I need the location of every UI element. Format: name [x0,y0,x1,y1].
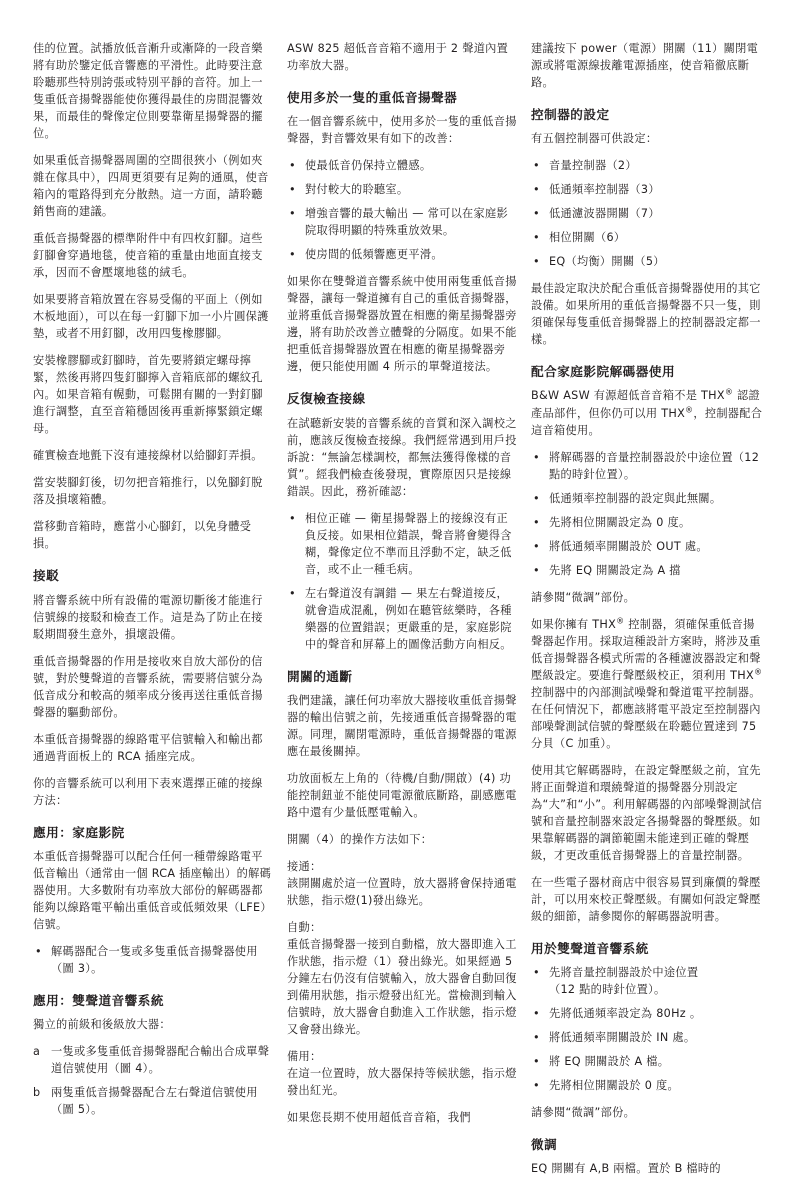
bullet-item: • 將 EQ 開關設於 A 檔。 [531,1053,765,1070]
paragraph: 本重低音揚聲器可以配合任何一種帶線路電平低音輸出（通常由一個 RCA 插座輸出）的解碼器使用。大多數附有功率放大部份的解碼器都能夠以線路電平輸出重低音或低頻效果（LFE）信號。 [33,849,272,931]
paragraph: 如果你擁有 THX® 控制器，須確保重低音揚聲器起作用。採取這種設計方案時，將涉及重低音揚聲器各模式所需的各種濾波器設定和聲壓級設定。要進行聲壓級校正，須利用 THX® 控制器中的內部測試噪聲和聲道電平控制器。在任何情況下，都應該將電平設定至控制器內部噪聲測試信號的聲壓級在聆聽位置達到 75 分貝（C 加重）。 [531,615,763,750]
paragraph: 自動： 重低音揚聲器一接到自動檔，放大器即進入工作狀態，指示燈（1）發出綠光。如果經過 5 分鐘左右仍沒有信號輸入，放大器會自動回復到備用狀態，指示燈發出紅光。當檢測到輸入信號時，放大器會自動進入工作狀態，指示燈又會發出綠光。 [287,921,517,1037]
bullet-item: • 低通濾波器開關（7） [531,205,765,222]
bullet-item: • 使最低音仍保持立體感。 [287,157,519,174]
section-heading: 配合家庭影院解碼器使用 [531,364,676,380]
paragraph: 請參閱“微調”部份。 [531,1106,636,1120]
bullet-item: • 先將音量控制器設於中途位置 （12 點的時針位置）。 [531,964,765,998]
list-text: 兩隻重低音揚聲器配合左右聲道信號使用（圖 5）。 [51,1086,258,1117]
paragraph: 使用其它解碼器時，在設定聲壓級之前，宜先將正面聲道和環繞聲道的揚聲器分別設定為“大”和“小”。利用解碼器的內部噪聲測試信號和音量控制器來設定各揚聲器的聲壓級。如果靠解碼器的調節範圍未能達到正確的聲壓級，才更改重低音揚聲器上的音量控制器。 [531,763,763,862]
paragraph: 將音響系統中所有設備的電源切斷後才能進行信號線的接駁和檢查工作。這是為了防止在接駁期間發生意外，損壞設備。 [33,593,263,641]
section-heading: 微調 [531,1137,558,1153]
bullet-item: • 低通頻率控制器的設定與此無關。 [531,490,765,507]
bullet-item: • 音量控制器（2） [531,157,765,174]
paragraph: 安裝橡膠腳或釘腳時，首先要將鎖定螺母擰緊，然後再將四隻釘腳擰入音箱底部的螺紋孔內。如果音箱有幌動，可鬆開有關的一對釘腳進行調整，直至音箱穩固後再重新擰緊鎖定螺母。 [33,354,263,436]
paragraph: 當安裝腳釘後，切勿把音箱推行，以免腳釘脫落及損壞箱體。 [33,476,263,507]
paragraph: 在試聽新安裝的音響系統的音質和深入調校之前，應該反復檢查接線。我們經常遇到用戶投訴說：“無論怎樣調校，都無法獲得像樣的音質”。經我們檢查後發現，實際原因只是接線錯誤。因此，務祈確認： [287,416,517,498]
bullet-list [287,510,519,653]
paragraph: 最佳設定取決於配合重低音揚聲器使用的其它設備。如果所用的重低音揚聲器不只一隻，則須確保每隻重低音揚聲器上的控制器設定都一樣。 [531,282,761,347]
paragraph: 備用： 在這一位置時，放大器保持等候狀態，指示燈發出紅光。 [287,1050,517,1098]
paragraph: 佳的位置。試播放低音漸升或漸降的一段音樂將有助於鑒定低音響應的平滑性。此時要注意聆聽那些特別誇張或特別平靜的音符。加上一隻重低音揚聲器能使你獲得最佳的房間混響效果，而最佳的聲像定位則要靠衛星揚聲器的擺位。 [33,42,263,141]
paragraph: 在一些電子器材商店中很容易買到廉價的聲壓計，可以用來校正聲壓級。有關如何設定聲壓級的細節，請參閱你的解碼器說明書。 [531,875,761,923]
paragraph: ASW 825 超低音音箱不適用于 2 聲道內置功率放大器。 [287,42,509,73]
bullet-item: • 解碼器配合一隻或多隻重低音揚聲器使用（圖 3）。 [33,943,273,977]
paragraph: 重低音揚聲器的標準附件中有四枚釘腳。這些釘腳會穿過地毯，使音箱的重量由地面直接支承，因而不會壓壞地毯的絨毛。 [33,232,263,280]
bullet-item: • 將低通頻率開關設於 IN 處。 [531,1029,765,1046]
lettered-item [33,1084,273,1118]
paragraph: 你的音響系統可以利用下表來選擇正確的接線方法： [33,776,263,807]
paragraph: 有五個控制器可供設定： [531,132,658,146]
paragraph: B&W ASW 有源超低音音箱不是 THX® 認證產品部件，但你仍可以用 THX®，控制器配合這音箱使用。 [531,387,763,437]
paragraph: 獨立的前級和後級放大器： [33,1018,171,1032]
bullet-list [33,943,273,977]
column-3 [531,40,765,1187]
lettered-item [33,1043,273,1077]
bullet-item: • 將解碼器的音量控制器設於中途位置（12 點的時針位置）。 [531,449,765,483]
column-1 [33,40,273,1128]
bullet-list [531,964,765,1094]
section-heading: 控制器的設定 [531,107,610,123]
paragraph: 功放面板左上角的（待機/自動/開啟）(4) 功能控制鈕並不能使同電源徹底斷路，副感應電路中還有少量低壓電輸入。 [287,771,517,819]
section-heading: 接駁 [33,568,60,584]
bullet-item: • 先將相位開關設定為 0 度。 [531,514,765,531]
bullet-item: • 增強音響的最大輸出 — 常可以在家庭影院取得明顯的特殊重放效果。 [287,205,519,239]
paragraph: 本重低音揚聲器的線路電平信號輸入和輸出都通過背面板上的 RCA 插座完成。 [33,732,263,763]
list-marker: a [33,1045,41,1059]
list-text: 一隻或多隻重低音揚聲器配合輸出合成單聲道信號使用（圖 4）。 [51,1045,270,1076]
paragraph: 如果重低音揚聲器周圍的空間很狹小（例如夾雜在傢具中），四周更須要有足夠的通風，使音箱內的電路得到充分散熱。這一方面，請聆聽銷售商的建議。 [33,154,269,219]
section-heading: 使用多於一隻的重低音揚聲器 [287,90,458,106]
column-2 [287,40,519,1136]
paragraph: 開關（4）的操作方法如下： [287,832,433,846]
paragraph: 建議按下 power（電源）開關（11）關閉電源或將電源線拔離電源插座，使音箱徹底斷路。 [531,42,759,90]
bullet-item: • 對付較大的聆聽室。 [287,181,519,198]
paragraph: 接通： 該開關處於這一位置時，放大器將會保持通電狀態，指示燈(1)發出綠光。 [287,859,517,908]
section-heading: 應用：家庭影院 [33,824,125,840]
section-heading: 反復檢查接線 [287,391,366,407]
list-marker: b [33,1086,41,1100]
bullet-item: • 相位正確 — 衛星揚聲器上的接線沒有正負反接。如果相位錯誤，聲音將會變得含糊，聲像定位不準而且浮動不定，缺乏低音，或不止一種毛病。 [287,510,519,578]
bullet-list [531,157,765,270]
bullet-item: • 使房間的低頻響應更平滑。 [287,246,519,263]
bullet-item: • 低通頻率控制器（3） [531,181,765,198]
section-heading: 用於雙聲道音響系統 [531,940,649,956]
paragraph: 如果要將音箱放置在容易受傷的平面上（例如木板地面），可以在每一釘腳下加一小片圓保護墊，或者不用釘腳，改用四隻橡膠腳。 [33,293,269,341]
section-heading: 應用：雙聲道音響系統 [33,992,164,1008]
bullet-item: • 先將相位開關設於 0 度。 [531,1077,765,1094]
bullet-item: • 先將低通頻率設定為 80Hz 。 [531,1005,765,1022]
paragraph: 確實檢查地氈下沒有連接線材以給腳釘弄損。 [33,449,263,463]
paragraph: 當移動音箱時，應當小心腳釘，以免身體受損。 [33,520,252,551]
bullet-list [287,157,519,263]
paragraph: 請參閱“微調”部份。 [531,590,636,604]
bullet-item: • 先將 EQ 開關設定為 A 擋 [531,562,765,579]
section-heading: 開關的通斷 [287,668,353,684]
paragraph: 如果你在雙聲道音響系統中使用兩隻重低音揚聲器，讓每一聲道擁有自己的重低音揚聲器，並將重低音揚聲器放置在相應的衛星揚聲器旁邊，將有助於改善立體聲的分隔度。如果不能把重低音揚聲器放置在相應的衛星揚聲器旁邊，便只能使用圖 4 所示的單聲道接法。 [287,275,517,374]
paragraph: 我們建議，讓任何功率放大器接收重低音揚聲器的輸出信號之前，先接通重低音揚聲器的電源。同理，關閉電源時，重低音揚聲器的電源應在最後關掉。 [287,693,517,758]
bullet-list [531,449,765,579]
paragraph: 如果您長期不使用超低音音箱，我們 [287,1111,471,1125]
bullet-item: • EQ（均衡）開關（5） [531,253,765,270]
bullet-item: • 左右聲道沒有調錯 — 果左右聲道接反，就會造成混亂，例如在聽管絃樂時，各種樂器的位置錯誤；更嚴重的是，家庭影院中的聲音和屏幕上的圖像活動方向相反。 [287,585,519,653]
paragraph: 在一個音響系統中，使用多於一隻的重低音揚聲器，對音響效果有如下的改善： [287,115,517,146]
bullet-item: • 相位開關（6） [531,229,765,246]
bullet-item: • 將低通頻率開關設於 OUT 處。 [531,538,765,555]
lettered-list [33,1043,273,1118]
paragraph: 重低音揚聲器的作用是接收來自放大部份的信號，對於雙聲道的音響系統，需要將信號分為低音成分和較高的頻率成分後再送往重低音揚聲器的驅動部份。 [33,654,263,719]
paragraph: EQ 開關有 A,B 兩檔。置於 B 檔時的 [531,1162,721,1176]
